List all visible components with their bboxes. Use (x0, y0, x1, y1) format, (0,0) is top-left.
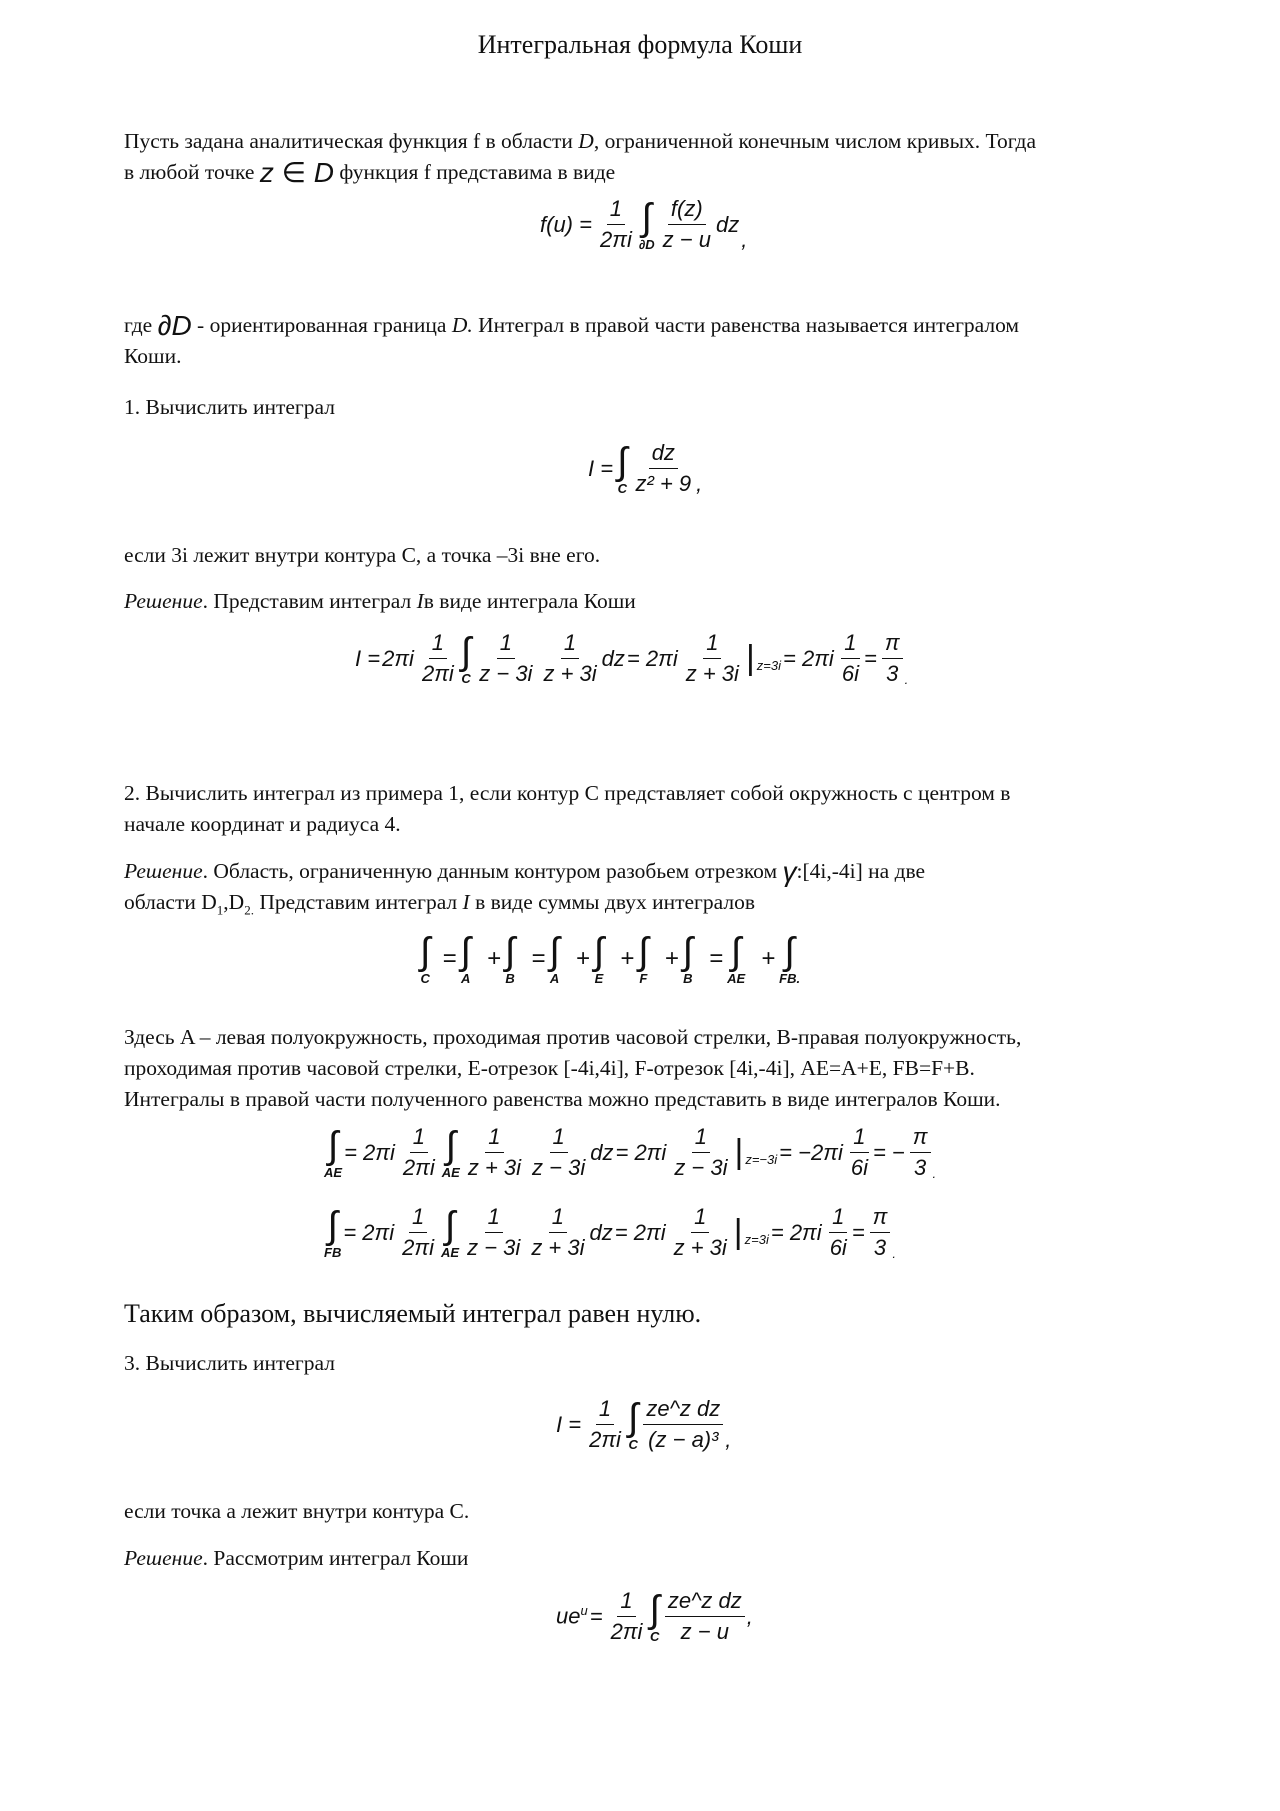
gamma-inline: γ (782, 856, 797, 887)
example-3-solution: Решение. Рассмотрим интеграл Коши (124, 1546, 469, 1570)
example-1-solution: Решение. Представим интеграл Iв виде интеграла Коши (124, 589, 636, 613)
example-3-integral: I = $\frac{1}{2\pi i}$ ∫ C ze^z dz (z − a)³ , (556, 1396, 732, 1452)
example-2-explanation: Здесь A – левая полуокружность, проходимая против часовой стрелки, B-правая полуокружность, проходимая против часовой стрелки, E-отрезок [-4i,4i], F-отрезок [4i,-4i], AE=A+E, FB=F+B. Интегралы в правой части полученного равенства можно представить в виде интегралов Коши. (124, 1025, 1022, 1111)
partial-D-inline: ∂D (157, 310, 192, 341)
cauchy-formula: f(u) = $\frac{1}{2\pi i}$ ∫ ∂D f(z) z − u dz , (540, 196, 748, 252)
example-3-task: 3. Вычислить интеграл (124, 1351, 335, 1375)
example-2-task: 2. Вычислить интеграл из примера 1, если контур C представляет собой окружность с центром в начале координат и радиуса 4. (124, 781, 1011, 836)
example-3-cauchy-formula: $ue^u$ = $\frac{1}{2\pi i}$ ∫ C ze^z dz z − u , (556, 1588, 753, 1644)
example-1-solution-formula: I = 2πi 1 2πi ∫ C 1 z − 3i 1 z + 3i dz = 2πi 1 z + 3i | z=3i = 2πi $\frac{1}{6i}$ = $\frac{\pi}{3}$ . (355, 630, 909, 687)
example-2-AE-formula: ∫ AE = 2πi 1 2πi ∫ AE 1 z + 3i 1 z − 3i dz = 2πi 1 z − 3i | z=−3i = −2πi $\frac{1}{6i}$ = − $\frac{\pi}{3}$ . (324, 1124, 937, 1181)
example-1-condition: если 3i лежит внутри контура C, а точка –3i вне его. (124, 543, 601, 567)
example-2-solution: Решение. Область, ограниченную данным контуром разобьем отрезком γ:[4i,-4i] на две области $D_1,D_{2.}$ Представим интеграл I в виде суммы двух интегралов (124, 856, 926, 918)
example-3-condition: если точка a лежит внутри контура C. (124, 1499, 470, 1523)
example-1-integral: I = ∫ C dz z² + 9 , (588, 440, 703, 496)
page-title: Интегральная формула Коши (477, 30, 803, 59)
intro-paragraph-2: где ∂D - ориентированная граница D. Интеграл в правой части равенства называется интегралом Коши. (124, 310, 1020, 368)
example-2-sum-formula: ∫ C = ∫ A + ∫ B = ∫ A + ∫ E + ∫ F + ∫ B = ∫ AE + ∫ FB. (420, 931, 801, 986)
example-2-conclusion: Таким образом, вычисляемый интеграл равен нулю. (124, 1299, 702, 1328)
z-in-D-inline: z ∈ D (259, 157, 335, 188)
example-2-FB-formula: ∫ FB = 2πi 1 2πi ∫ AE 1 z − 3i 1 z + 3i dz = 2πi 1 z + 3i | z=3i = 2πi $\frac{1}{6i}$ = $\frac{\pi}{3}$ . (324, 1204, 897, 1261)
intro-paragraph-1: Пусть задана аналитическая функция f в области D, ограниченной конечным числом кривых. Тогда в любой точке z ∈ D функция f представима в виде (124, 129, 1037, 188)
example-1-task: 1. Вычислить интеграл (124, 395, 335, 419)
